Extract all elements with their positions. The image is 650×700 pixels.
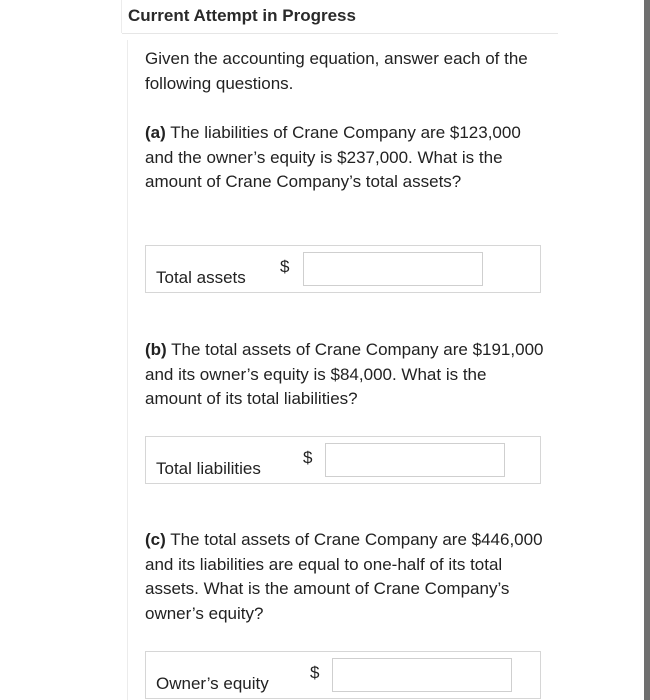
total-assets-input[interactable] [303, 252, 483, 286]
total-liabilities-input[interactable] [325, 443, 505, 477]
question-b-label: (b) [145, 340, 167, 359]
question-a [145, 121, 545, 195]
owners-equity-input[interactable] [332, 658, 512, 692]
dollar-sign-icon: $ [310, 663, 320, 682]
question-b [145, 338, 545, 412]
question-c [145, 528, 545, 626]
dollar-sign-icon: $ [280, 257, 290, 276]
question-a-text: The liabilities of Crane Company are $123,000 and the owner’s equity is $237,000. What is the amount of Crane Company’s total assets? [145, 123, 521, 191]
dollar-sign-icon: $ [303, 448, 313, 467]
total-assets-label: Total assets [156, 268, 246, 287]
question-a-label: (a) [145, 123, 166, 142]
intro-text: Given the accounting equation, answer each of the following questions. [145, 49, 528, 93]
content-left-divider [127, 40, 128, 700]
answer-row-total-liabilities [145, 436, 541, 484]
question-b-text: The total assets of Crane Company are $191,000 and its owner’s equity is $84,000. What is the amount of its total liabilities? [145, 340, 544, 408]
page-title: Current Attempt in Progress [128, 6, 356, 25]
answer-row-owners-equity [145, 651, 541, 699]
total-liabilities-label: Total liabilities [156, 459, 261, 478]
answer-row-total-assets [145, 245, 541, 293]
header-divider [122, 33, 558, 34]
header-left-divider [121, 0, 122, 33]
window-edge [644, 0, 650, 700]
question-c-text: The total assets of Crane Company are $446,000 and its liabilities are equal to one-half of its total assets. What is the amount of Crane Company’s owner’s equity? [145, 530, 543, 623]
owners-equity-label: Owner’s equity [156, 674, 269, 693]
question-c-label: (c) [145, 530, 166, 549]
